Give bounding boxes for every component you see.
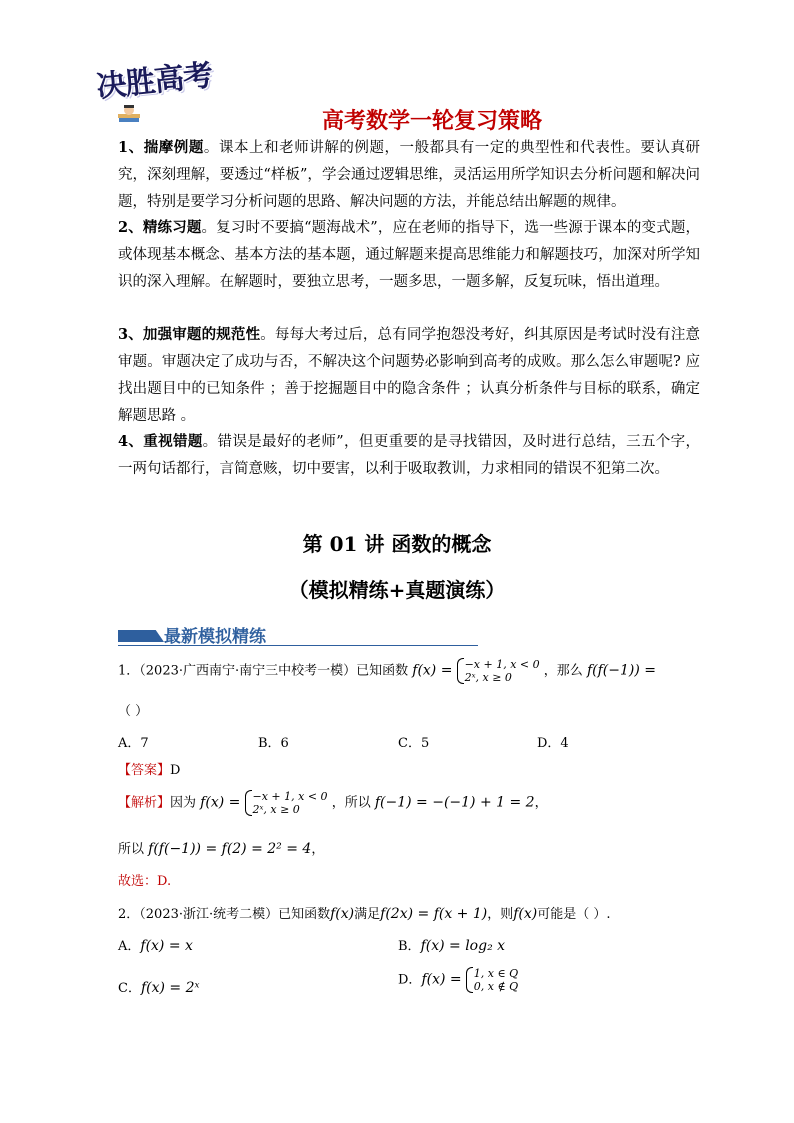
q1-option-b: B．6: [258, 736, 289, 751]
analysis-end: ，: [534, 795, 548, 811]
q1-stem-suffix: ，那么: [543, 663, 583, 679]
strategy-body: 。每每大考过后，总有同学抱怨没考好，纠其原因是考试时没有注意审题。审题决定了成功与否，不解决这个问题势必影响到高考的成败。那么怎么审题呢? 应找出题目中的已知条件 ；善于挖掘题目中的隐含条件 ；认真分析条件与目标的联系，确定解题思路 。: [118, 327, 700, 424]
q1-case-2: 2ˣ, x ≥ 0: [464, 671, 512, 684]
section-header: [118, 622, 478, 646]
answer-label: 【答案】: [118, 763, 171, 778]
analysis-mid: ，所以: [331, 795, 371, 811]
q2-stem-mid2: ，则: [487, 907, 514, 922]
q2-fx-2: f(x): [513, 906, 538, 922]
analysis-label: 【解析】: [118, 795, 171, 811]
q1-choose: 故选：D.: [118, 874, 172, 889]
line2-eq: f(f(−1)) = f(2) = 2² = 4: [148, 841, 312, 857]
strategy-head: 2、精练习题: [118, 219, 202, 236]
strategy-1: [118, 134, 700, 216]
option-func: f(x) =: [421, 971, 462, 988]
q2-condition: f(2x) = f(x + 1): [380, 906, 488, 922]
option-text: f(x) = 2ˣ: [140, 980, 200, 996]
strategy-head: 4、重视错题: [118, 433, 203, 450]
q1-option-c: C．5: [398, 736, 430, 751]
q2-fx: f(x): [330, 906, 355, 922]
option-label: D．: [398, 972, 422, 988]
question-1-stem: [118, 658, 656, 684]
option-label: A．: [118, 939, 141, 954]
question-2-stem: [118, 903, 611, 922]
line2-prefix: 所以: [118, 842, 145, 857]
option-label: B．: [398, 939, 421, 954]
lesson-title: 第 01 讲 函数的概念: [302, 532, 492, 556]
q1-analysis: [118, 790, 548, 816]
section-band: [118, 630, 164, 642]
analysis-prefix: 因为: [170, 795, 197, 811]
strategy-body: 。课本上和老师讲解的例题，一般都具有一定的典型性和代表性。要认真研究，深刻理解，要透过“样板”，学会通过逻辑思维，灵活运用所学知识去分析问题和解决问题，特别是要学习分析问题的思路、解决问题的方法，并能总结出解题的规律。: [118, 140, 700, 210]
section-label: 最新模拟精练: [164, 627, 266, 647]
q1-option-a: A．7: [118, 736, 149, 751]
analysis-eq-1: f(−1) = −(−1) + 1 = 2: [374, 794, 535, 811]
q1-stem-prefix: 1．（2023·广西南宁·南宁三中校考一模）已知函数: [118, 663, 409, 679]
q2-option-b: [398, 935, 505, 954]
strategy-2: [118, 214, 700, 296]
q2-option-c: [118, 977, 199, 996]
q2-d-case-2: 0, x ∉ Q: [473, 980, 519, 993]
strategy-body: 。复习时不要搞“题海战术”，应在老师的指导下，选一些源于课本的变式题，或体现基本概念、基本方法的基本题，通过解题来提高思维能力和解题技巧，加深对所学知识的深入理解。在解题时，要独立思考，一题多思，一题多解，反复玩味，悟出道理。: [118, 220, 701, 290]
analysis-case-1: −x + 1, x < 0: [252, 790, 328, 803]
strategy-4: [118, 428, 700, 483]
q1-analysis-line2: [118, 838, 324, 857]
q1-ask: f(f(−1)) =: [586, 662, 656, 679]
q1-case-1: −x + 1, x < 0: [464, 658, 540, 671]
strategy-3: [118, 321, 700, 430]
q1-function: f(x) =: [412, 662, 453, 679]
strategy-body: 。错误是最好的老师”，但更重要的是寻找错因，及时进行总结，三五个字，一两句话都行，言简意赅，切中要害，以利于吸取教训，力求相同的错误不犯第二次。: [118, 434, 700, 477]
q1-piecewise: [457, 658, 540, 684]
option-label: C．: [118, 981, 141, 996]
q2-stem-prefix: 2．（2023·浙江·统考二模）已知函数: [118, 907, 331, 922]
option-text: f(x) = log₂ x: [420, 938, 506, 954]
q1-answer: [118, 759, 180, 778]
analysis-piecewise: [245, 790, 328, 816]
analysis-case-2: 2ˣ, x ≥ 0: [252, 803, 300, 816]
q2-option-a: [118, 935, 193, 954]
doc-title: 高考数学一轮复习策略: [321, 109, 542, 134]
line2-end: ，: [311, 842, 325, 857]
strategy-head: 1、揣摩例题: [118, 139, 204, 156]
answer-value: D: [170, 763, 181, 778]
section-underline: [118, 645, 478, 646]
strategy-head: 3、加强审题的规范性: [118, 326, 261, 343]
option-text: f(x) = x: [140, 938, 193, 954]
q2-stem-suffix: 可能是（ ）.: [537, 907, 611, 922]
q2-option-d: [398, 967, 518, 993]
q2-d-case-1: 1, x ∈ Q: [473, 967, 519, 980]
q2-stem-mid: 满足: [354, 907, 381, 922]
analysis-function: f(x) =: [200, 794, 241, 811]
lesson-subtitle: （模拟精练+真题演练）: [288, 578, 506, 602]
logo-text: 决胜高考: [94, 58, 214, 105]
q1-paren: （ ）: [118, 704, 149, 719]
q1-option-d: D．4: [537, 736, 569, 751]
q2-d-piecewise: [466, 967, 518, 993]
